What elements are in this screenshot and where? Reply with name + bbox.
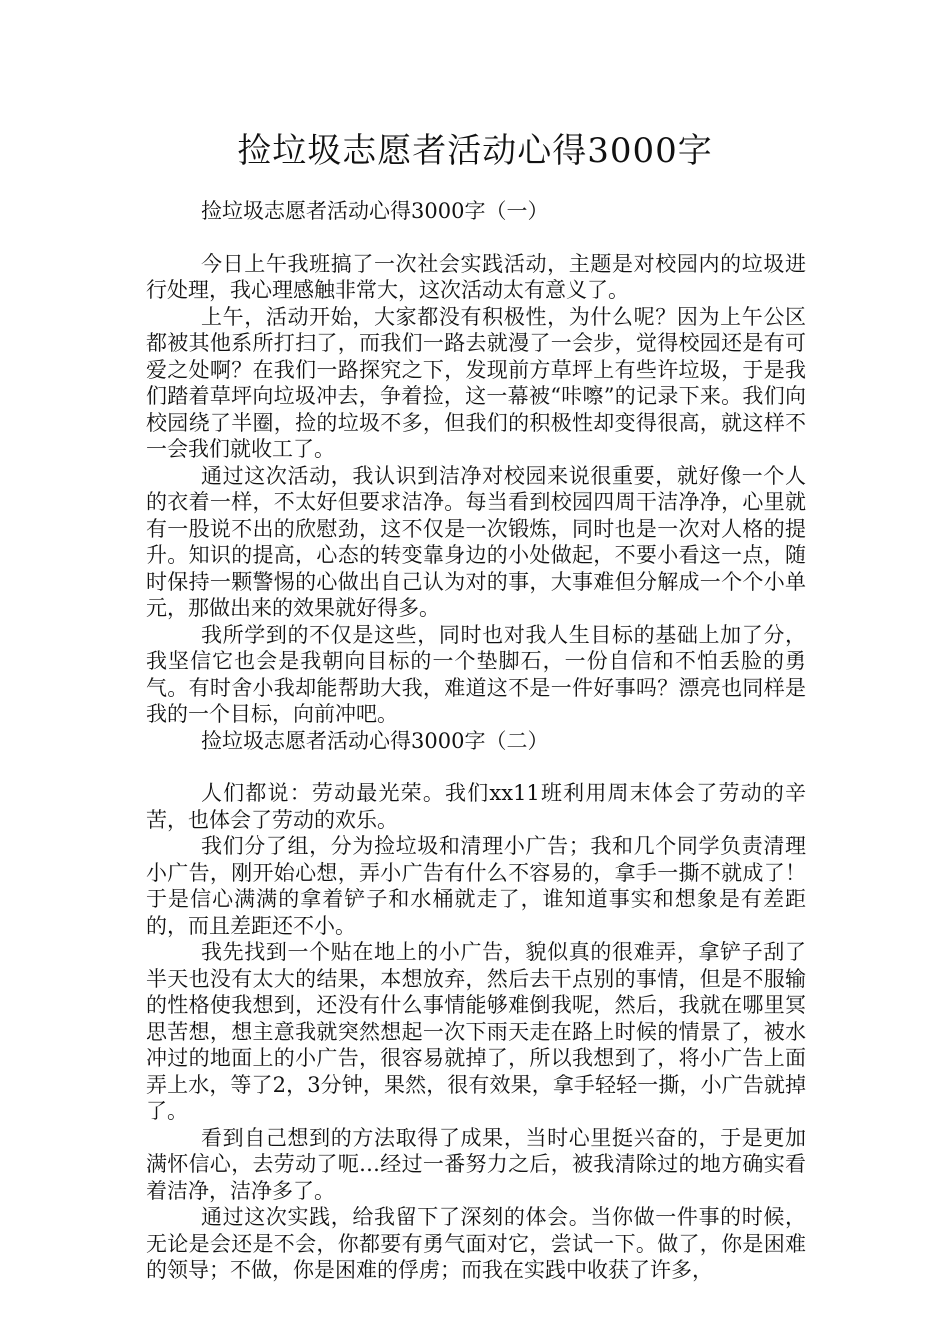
paragraph: 通过这次实践，给我留下了深刻的体会。当你做一件事的时候，无论是会还是不会，你都要有勇气面对它，尝试一下。做了，你是困难的领导；不做，你是困难的俘虏；而我在实践中收获了许多， [146,1205,806,1282]
section-heading: 捡垃圾志愿者活动心得3000字（一） [201,199,549,223]
paragraph: 看到自己想到的方法取得了成果，当时心里挺兴奋的，于是更加满怀信心，去劳动了呃…经过一番努力之后，被我清除过的地方确实看着洁净，洁净多了。 [146,1125,806,1203]
paragraph: 今日上午我班搞了一次社会实践活动，主题是对校园内的垃圾进行处理，我心理感触非常大，这次活动太有意义了。 [146,251,806,302]
paragraph: 上午，活动开始，大家都没有积极性，为什么呢？因为上午公区都被其他系所打扫了，而我们一路去就漫了一会步，觉得校园还是有可爱之处啊？在我们一路探究之下，发现前方草坪上有些许垃圾，于是我们踏着草坪向垃圾冲去，争着捡，这一幕被“咔嚓”的记录下来。我们向校园绕了半圈，捡的垃圾不多，但我们的积极性却变得很高，就这样不一会我们就收工了。 [146,304,806,461]
paragraph: 人们都说：劳动最光荣。我们xx11班利用周末体会了劳动的辛苦，也体会了劳动的欢乐。 [146,781,806,832]
paragraph: 通过这次活动，我认识到洁净对校园来说很重要，就好像一个人的衣着一样，不太好但要求洁净。每当看到校园四周干洁净净，心里就有一股说不出的欣慰劲，这不仅是一次锻炼，同时也是一次对人格的提升。知识的提高，心态的转变靠身边的小处做起，不要小看这一点，随时保持一颗警惕的心做出自己认为对的事，大事难但分解成一个个小单元，那做出来的效果就好得多。 [146,463,806,620]
paragraph: 我们分了组，分为捡垃圾和清理小广告；我和几个同学负责清理小广告，刚开始心想，弄小广告有什么不容易的，拿手一撕不就成了！于是信心满满的拿着铲子和水桶就走了，谁知道事实和想象是有差距的，而且差距还不小。 [146,834,806,938]
section-heading: 捡垃圾志愿者活动心得3000字（二） [201,728,549,753]
blank-line [146,754,806,780]
paragraph: 我所学到的不仅是这些，同时也对我人生目标的基础上加了分，我坚信它也会是我朝向目标的一个垫脚石，一份自信和不怕丢脸的勇气。有时舍小我却能帮助大我，难道这不是一件好事吗？漂亮也同样是我的一个目标，向前冲吧。 [146,622,806,726]
paragraph: 我先找到一个贴在地上的小广告，貌似真的很难弄，拿铲子刮了半天也没有太大的结果，本想放弃，然后去干点别的事情，但是不服输的性格使我想到，还没有什么事情能够难倒我呢，然后，我就在哪里冥思苦想，想主意我就突然想起一次下雨天走在路上时候的情景了，被水冲过的地面上的小广告，很容易就掉了，所以我想到了，将小广告上面弄上水，等了2，3分钟，果然，很有效果，拿手轻轻一撕，小广告就掉了。 [146,940,806,1123]
document-title: 捡垃圾志愿者活动心得3000字 [237,131,713,171]
blank-line [146,225,806,251]
document-body [146,198,806,1284]
